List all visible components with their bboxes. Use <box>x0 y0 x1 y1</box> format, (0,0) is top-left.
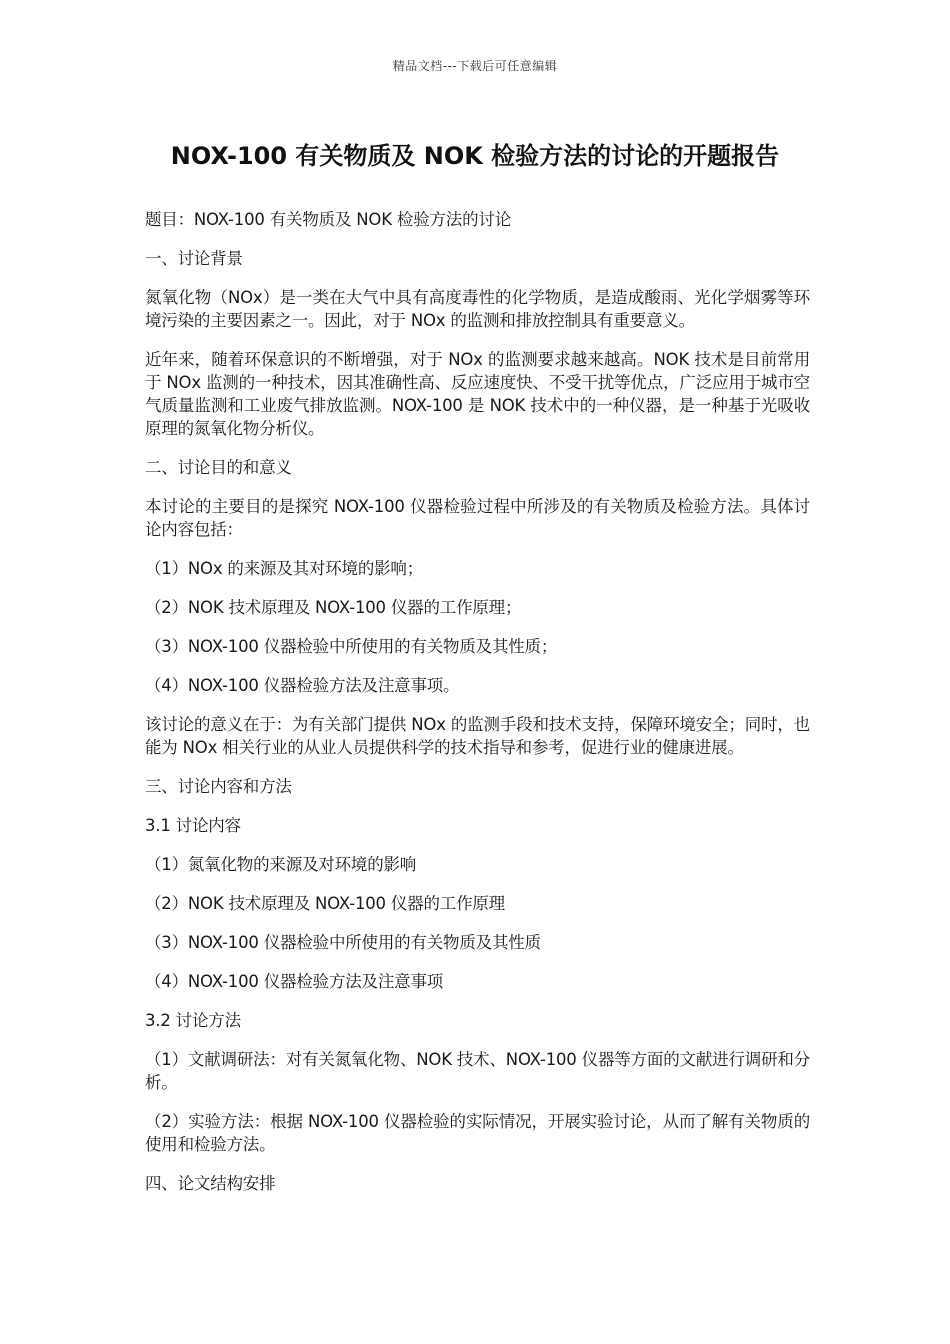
list-item: （1）文献调研法：对有关氮氧化物、NOK 技术、NOX-100 仪器等方面的文献进行调研和分析。 <box>145 1050 810 1092</box>
document-title: NOX-100 有关物质及 NOK 检验方法的讨论的开题报告 <box>170 142 780 170</box>
section-heading-structure: 四、论文结构安排 <box>145 1174 276 1193</box>
list-item: （2）NOK 技术原理及 NOX-100 仪器的工作原理； <box>145 598 522 617</box>
topic-line: 题目：NOX-100 有关物质及 NOK 检验方法的讨论 <box>145 210 511 229</box>
list-item: （1）氮氧化物的来源及对环境的影响 <box>145 855 417 874</box>
list-item: （4）NOX-100 仪器检验方法及注意事项。 <box>145 676 460 695</box>
list-item: （3）NOX-100 仪器检验中所使用的有关物质及其性质； <box>145 637 558 656</box>
list-item: （2）实验方法：根据 NOX-100 仪器检验的实际情况，开展实验讨论，从而了解有关物质的使用和检验方法。 <box>145 1112 810 1154</box>
section-heading-background: 一、讨论背景 <box>145 249 243 268</box>
list-item: （4）NOX-100 仪器检验方法及注意事项 <box>145 972 444 991</box>
subsection-heading-methods: 3.2 讨论方法 <box>145 1011 241 1030</box>
list-item: （2）NOK 技术原理及 NOX-100 仪器的工作原理 <box>145 894 505 913</box>
list-item: （1）NOx 的来源及其对环境的影响； <box>145 559 424 578</box>
section-heading-purpose: 二、讨论目的和意义 <box>145 458 292 477</box>
body-paragraph: 氮氧化物（NOx）是一类在大气中具有高度毒性的化学物质，是造成酸雨、光化学烟雾等环境污染的主要因素之一。因此，对于 NOx 的监测和排放控制具有重要意义。 <box>145 288 810 330</box>
header-note: 精品文档---下载后可任意编辑 <box>392 59 558 73</box>
subsection-heading-content: 3.1 讨论内容 <box>145 816 241 835</box>
section-heading-content-methods: 三、讨论内容和方法 <box>145 777 292 796</box>
body-paragraph: 本讨论的主要目的是探究 NOX-100 仪器检验过程中所涉及的有关物质及检验方法。具体讨论内容包括： <box>145 497 810 539</box>
body-paragraph: 该讨论的意义在于：为有关部门提供 NOx 的监测手段和技术支持，保障环境安全；同时，也能为 NOx 相关行业的从业人员提供科学的技术指导和参考，促进行业的健康进展。 <box>145 715 810 757</box>
body-paragraph: 近年来，随着环保意识的不断增强，对于 NOx 的监测要求越来越高。NOK 技术是目前常用于 NOx 监测的一种技术，因其准确性高、反应速度快、不受干扰等优点，广泛应用于城市空气质量监测和工业废气排放监测。NOX-100 是 NOK 技术中的一种仪器，是一种基于光吸收原理的氮氧化物分析仪。 <box>145 350 810 438</box>
document-body <box>145 208 810 1211</box>
list-item: （3）NOX-100 仪器检验中所使用的有关物质及其性质 <box>145 933 541 952</box>
